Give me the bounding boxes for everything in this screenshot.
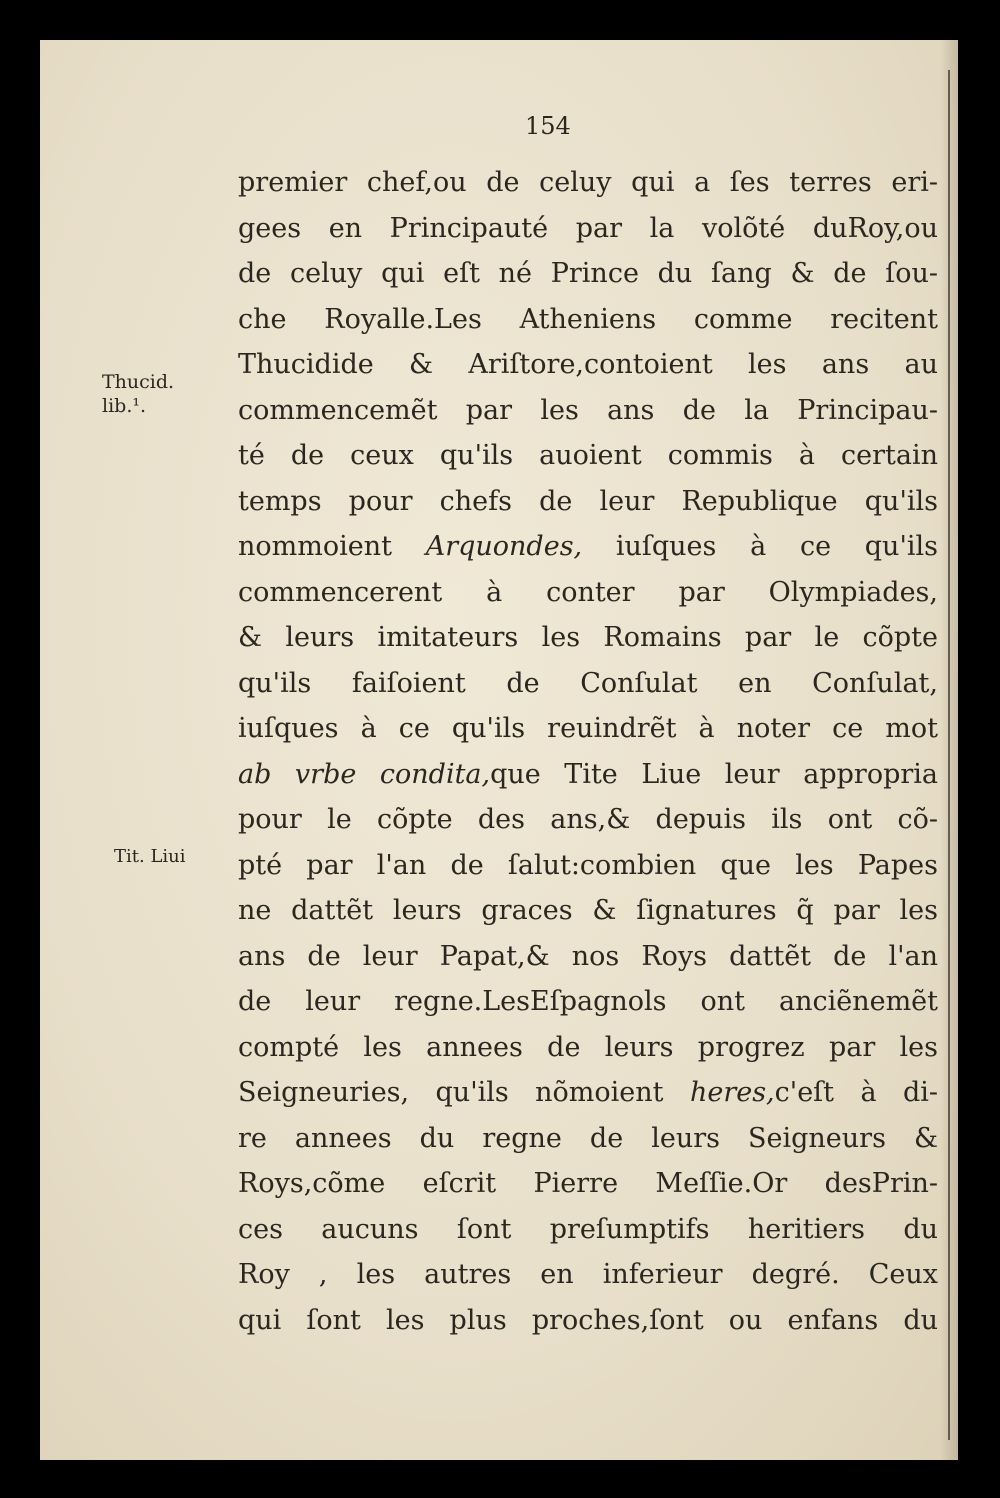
- text-line: qui ſont les plus proches,ſont ou enfans du: [238, 1304, 938, 1336]
- text-line: Thucidide & Ariſtore,contoient les ans au: [238, 349, 938, 380]
- text-line: iuſques à ce qu'ils reuindrẽt à noter ce mot: [238, 713, 938, 744]
- text-line: premier chef,ou de celuy qui a ſes terres eri-: [238, 167, 938, 198]
- italic-term: ab vrbe condita,: [238, 758, 491, 790]
- margin-note-thucidides: [102, 370, 174, 418]
- book-page: [40, 40, 958, 1460]
- text-line: nommoient Arquondes, iuſques à ce qu'ils: [238, 531, 938, 562]
- text-line: che Royalle.Les Atheniens comme recitent: [238, 303, 938, 335]
- text-line: Roys,cõme eſcrit Pierre Meſſie.Or desPrin-: [238, 1168, 938, 1199]
- text-line: gees en Principauté par la volõté duRoy,ou: [238, 212, 938, 244]
- text-line: compté les annees de leurs progrez par les: [238, 1031, 938, 1063]
- page-number: 154: [525, 112, 571, 140]
- text-line: ab vrbe condita,que Tite Liue leur appropria: [238, 758, 938, 790]
- text-line: Seigneuries, qu'ils nõmoient heres,c'eſt à di-: [238, 1077, 938, 1108]
- text-line: commencemẽt par les ans de la Principau-: [238, 394, 938, 426]
- text-line: pté par l'an de ſalut:combien que les Papes: [238, 849, 938, 881]
- text-line: té de ceux qu'ils auoient commis à certain: [238, 440, 938, 471]
- text-line: commencerent à conter par Olympiades,: [238, 576, 938, 608]
- text-line: pour le cõpte des ans,& depuis ils ont cõ-: [238, 804, 938, 835]
- margin-note-livy: Tit. Liui: [114, 846, 186, 867]
- text-line: ne dattẽt leurs graces & ſignatures q̃ par les: [238, 895, 938, 926]
- text-line: ans de leur Papat,& nos Roys dattẽt de l'an: [238, 940, 938, 972]
- margin-note-line: lib.¹.: [102, 395, 147, 417]
- page-edge-line: [948, 70, 950, 1440]
- margin-note-line: Thucid.: [102, 371, 175, 393]
- body-text: [238, 160, 938, 1343]
- text-line: Roy , les autres en inferieur degré. Ceux: [238, 1259, 938, 1290]
- italic-term: heres,: [689, 1077, 775, 1108]
- text-line: temps pour chefs de leur Republique qu'ils: [238, 485, 938, 517]
- text-line: re annees du regne de leurs Seigneurs &: [238, 1122, 938, 1154]
- text-line: & leurs imitateurs les Romains par le cõpte: [238, 622, 938, 653]
- text-line: qu'ils faiſoient de Conſulat en Conſulat,: [238, 667, 938, 699]
- italic-term: Arquondes,: [425, 531, 583, 562]
- text-line: ces aucuns ſont preſumptifs heritiers du: [238, 1213, 938, 1245]
- text-line: de celuy qui eſt né Prince du ſang & de ſou-: [238, 258, 938, 289]
- text-line: de leur regne.LesEſpagnols ont anciẽnemẽt: [238, 986, 938, 1017]
